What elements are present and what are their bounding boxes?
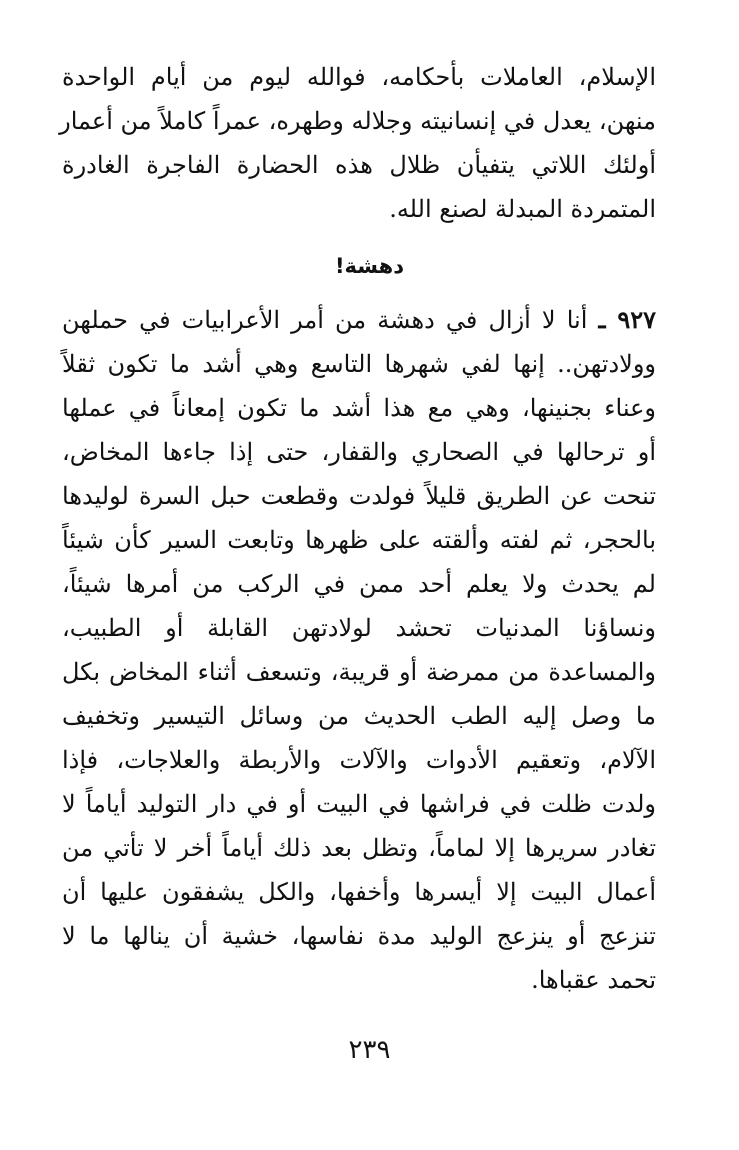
paragraph-number: ٩٢٧ ـ [598, 305, 656, 334]
intro-paragraph [59, 55, 656, 231]
text-line: أعمال البيت إلا أيسرها وأخفها، والكل يشفقون عليها أن [62, 878, 656, 906]
text-line: منهن، يعدل في إنسانيته وجلاله وطهره، عمراً كاملاً من أعمار [59, 107, 656, 135]
text-line: تنحت عن الطريق قليلاً فولدت وقطعت حبل السرة لوليدها [62, 482, 656, 510]
text-line: وولادتهن.. إنها لفي شهرها التاسع وهي أشد ما تكون ثقلاً [62, 350, 656, 378]
text-line: تغادر سريرها إلا لماماً، وتظل بعد ذلك أياماً أخر لا تأتي من [62, 834, 656, 862]
first-line-text: أنا لا أزال في دهشة من أمر الأعرابيات في حملهن [62, 306, 588, 334]
page-number: ٢٣٩ [348, 1035, 391, 1065]
text-line: لم يحدث ولا يعلم أحد ممن في الركب من أمرها شيئاً، [62, 570, 656, 598]
text-line: المتمردة المبدلة لصنع الله. [389, 195, 656, 223]
text-line: ونساؤنا المدنيات تحشد لولادتهن القابلة أو الطبيب، [62, 614, 656, 642]
text-line: وعناء بجنينها، وهي مع هذا أشد ما تكون إمعاناً في عملها [62, 394, 656, 422]
text-line: أولئك اللاتي يتفيأن ظلال هذه الحضارة الفاجرة الغادرة [62, 151, 656, 179]
text-line: بالحجر، ثم لفته وألقته على ظهرها وتابعت السير كأن شيئاً [62, 526, 656, 554]
text-line: تنزعج أو ينزعج الوليد مدة نفاسها، خشية أن ينالها ما لا [62, 922, 656, 950]
text-line: تحمد عقباها. [531, 966, 656, 994]
text-line: ما وصل إليه الطب الحديث من وسائل التيسير وتخفيف [62, 702, 656, 730]
text-line: الآلام، وتعقيم الأدوات والآلات والأربطة والعلاجات، فإذا [62, 746, 656, 774]
body-paragraph [62, 298, 656, 1002]
text-line: الإسلام، العاملات بأحكامه، فوالله ليوم من أيام الواحدة [62, 63, 656, 91]
first-text-line [62, 298, 656, 342]
section-heading: دهشة! [334, 254, 405, 278]
text-line: ولدت ظلت في فراشها في البيت أو في دار التوليد أياماً لا [62, 790, 656, 818]
text-line: والمساعدة من ممرضة أو قريبة، وتسعف أثناء المخاض بكل [62, 658, 656, 686]
text-line: أو ترحالها في الصحاري والقفار، حتى إذا جاءها المخاض، [62, 438, 656, 466]
